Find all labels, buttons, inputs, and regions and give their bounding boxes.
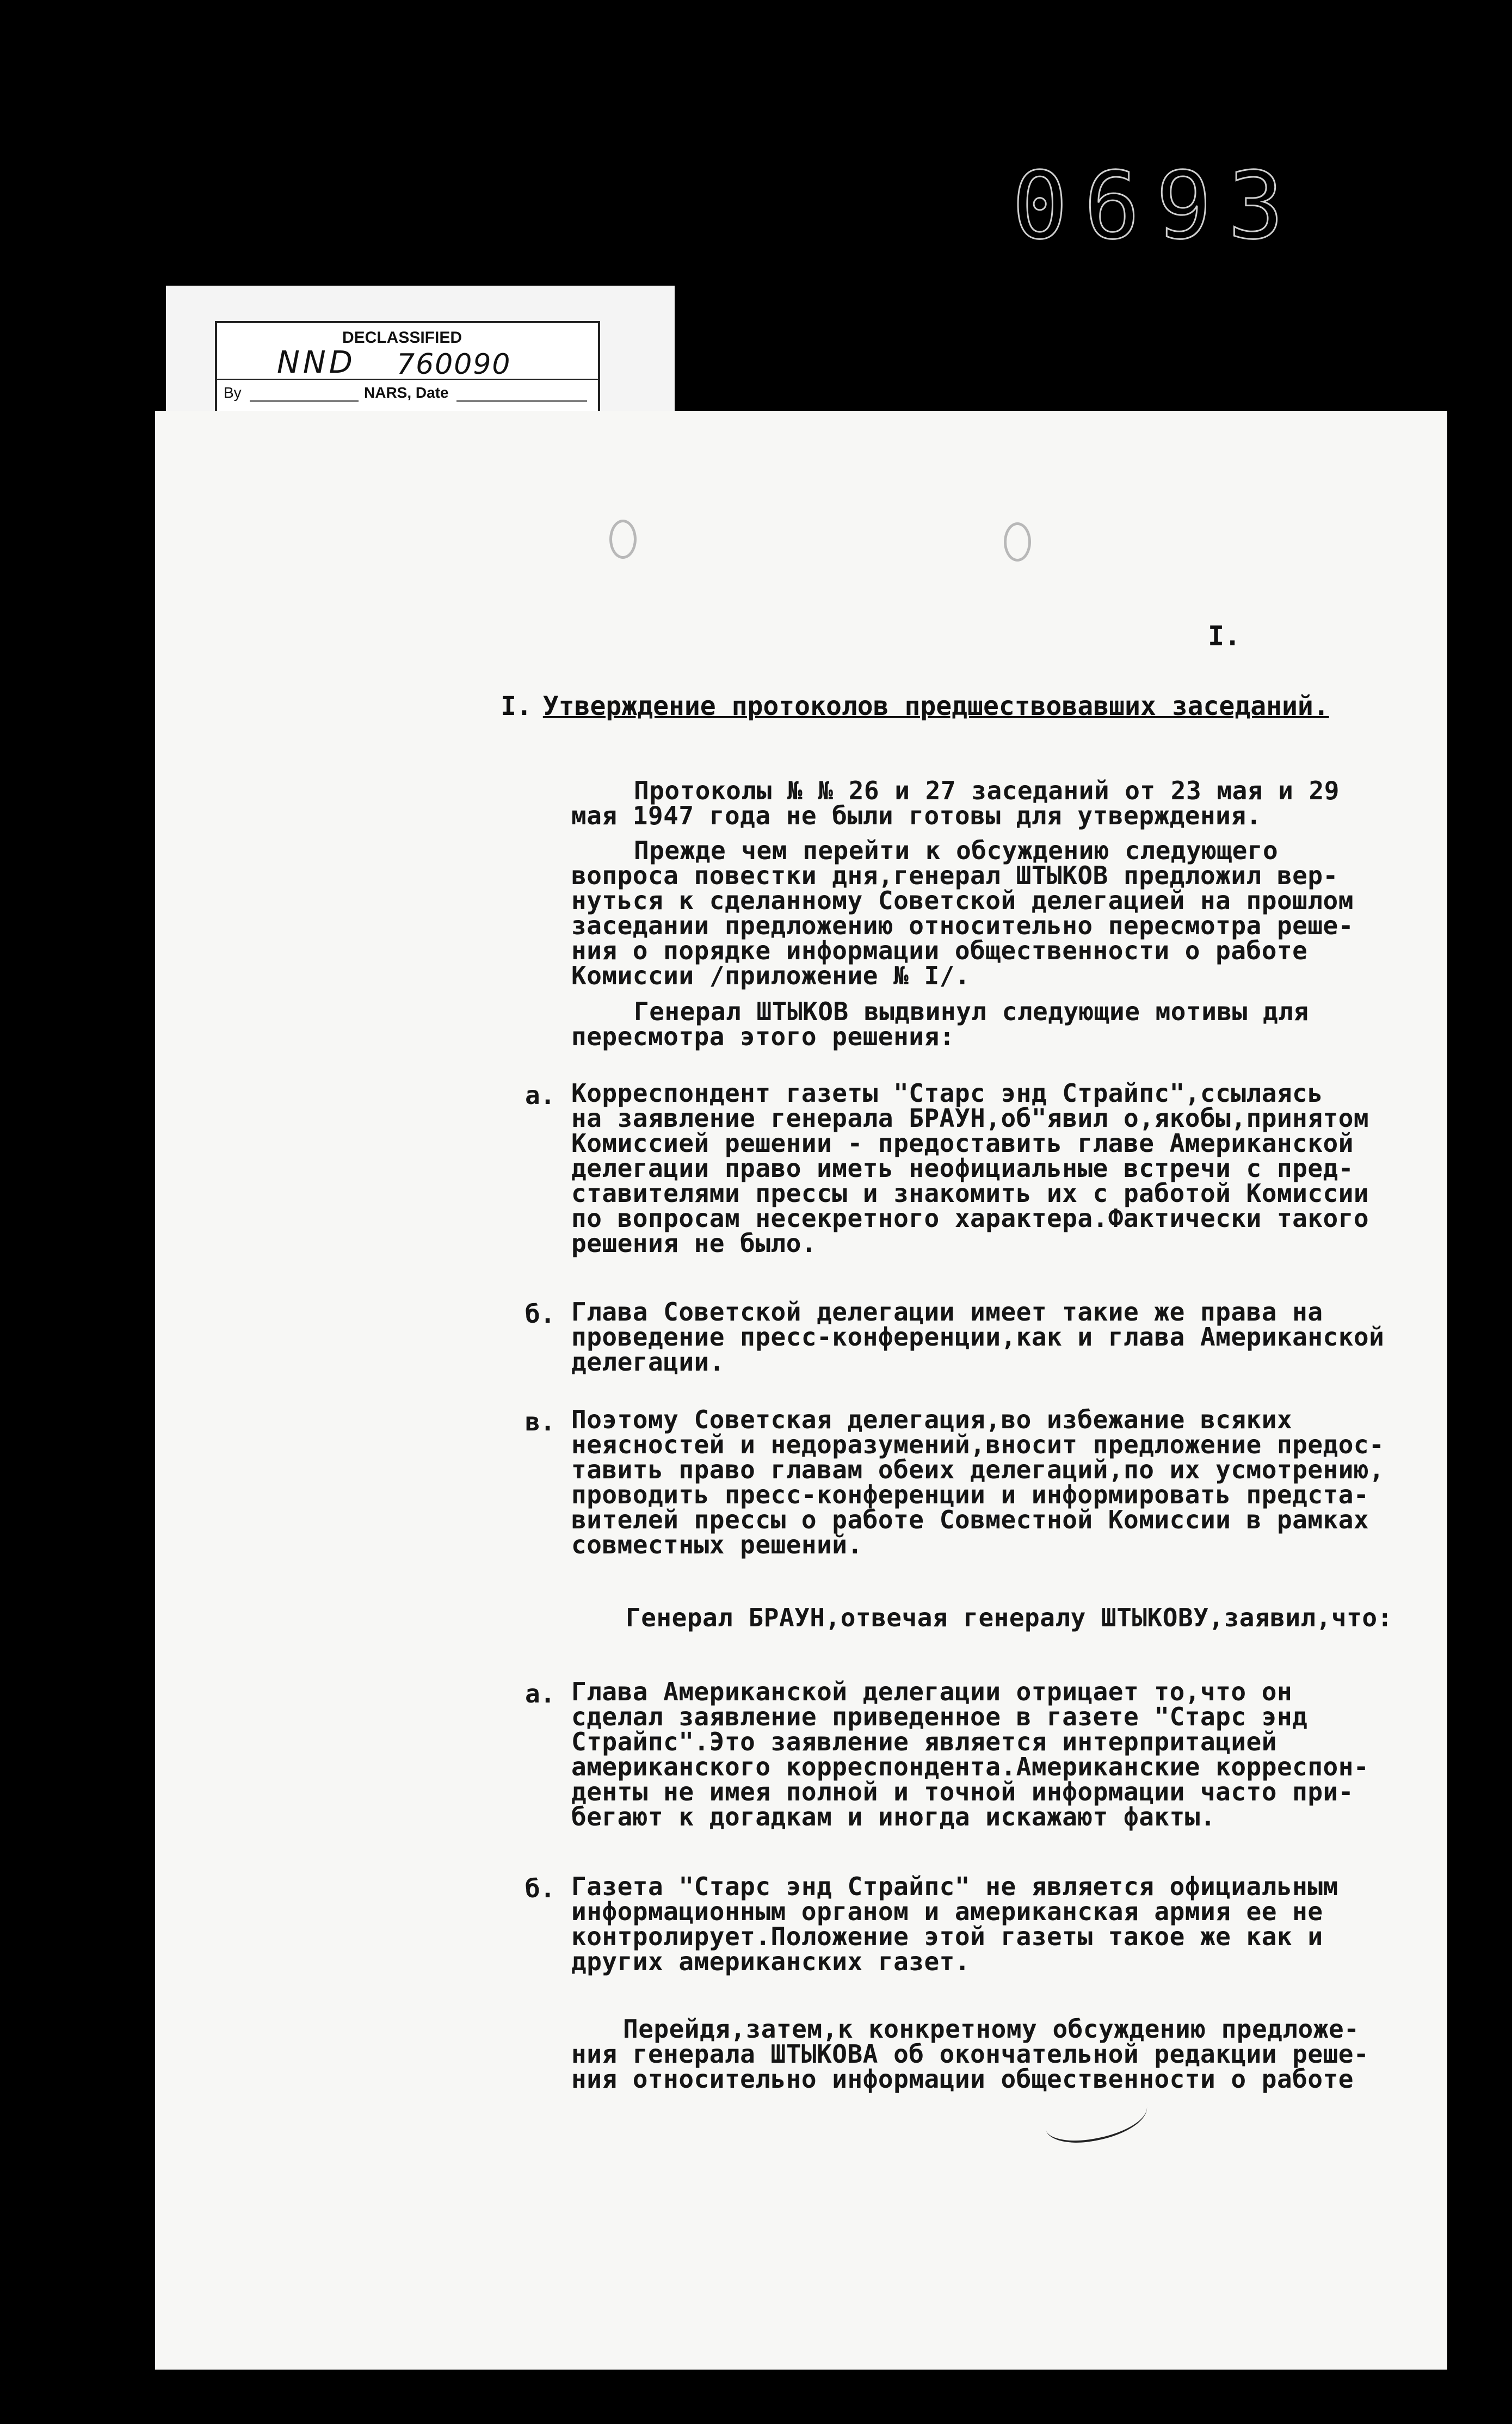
stamp-by-line: [250, 400, 359, 402]
heading-text: Утверждение протоколов предшествовавших заседаний.: [542, 691, 1329, 721]
paragraph-line: Комиссией решении - предоставить главе Американской: [571, 1128, 1354, 1158]
stamp-title: DECLASSIFIED: [342, 329, 462, 347]
paragraph-line: Прежде чем перейти к обсуждению следующего: [634, 836, 1279, 865]
paragraph-line: совместных решений.: [571, 1530, 863, 1559]
paragraph-line: делегации право иметь неофициальные встречи с пред-: [571, 1154, 1354, 1183]
paragraph-line: Глава Американской делегации отрицает то,что он: [571, 1677, 1293, 1706]
paragraph-line: информационным органом и американская армия ее не: [571, 1897, 1323, 1926]
paragraph-line: заседании предложению относительно пересмотра реше-: [571, 911, 1354, 940]
paragraph-line: Корреспондент газеты "Старс энд Страйпс",ссылаясь: [571, 1078, 1323, 1108]
paragraph-line: Перейдя,затем,к конкретному обсуждению предложе-: [623, 2014, 1360, 2044]
paragraph-line: тавить право главам обеих делегаций,по их усмотрению,: [571, 1455, 1385, 1484]
declassification-card: [166, 286, 675, 424]
paragraph-line: ния о порядке информации общественности о работе: [571, 936, 1308, 965]
paragraph-line: мая 1947 года не были готовы для утверждения.: [571, 801, 1262, 830]
paragraph-line: нуться к сделанному Советской делегацией на прошлом: [571, 886, 1354, 915]
item-letter: б.: [525, 1299, 556, 1329]
item-letter: в.: [525, 1407, 556, 1436]
paragraph-line: сделал заявление приведенное в газете "Старс энд: [571, 1702, 1308, 1731]
paragraph-line: американского корреспондента.Американские корреспон-: [571, 1752, 1369, 1781]
paragraph-line: денты не имея полной и точной информации часто при-: [571, 1777, 1354, 1806]
paragraph-line: Комиссии /приложение № I/.: [571, 961, 971, 990]
paragraph-line: на заявление генерала БРАУН,об"явил о,якобы,принятом: [571, 1103, 1369, 1133]
paragraph-line: Генерал БРАУН,отвечая генералу ШТЫКОВУ,заявил,что:: [626, 1603, 1393, 1632]
paragraph-line: Страйпс".Это заявление является интерпритацией: [571, 1727, 1277, 1756]
frame-number: 0693: [1012, 152, 1300, 260]
paragraph-line: Глава Советской делегации имеет такие же права на: [571, 1297, 1323, 1327]
section-heading: [501, 691, 1329, 721]
stamp-nars-label: NARS, Date: [364, 384, 449, 401]
paragraph-line: вителей прессы о работе Совместной Комиссии в рамках: [571, 1505, 1369, 1534]
stamp-divider: [217, 379, 598, 380]
paragraph-line: Протоколы № № 26 и 27 заседаний от 23 мая и 29: [634, 776, 1340, 805]
paragraph-line: проводить пресс-конференции и информировать предста-: [571, 1480, 1369, 1509]
stamp-nars-line: [456, 400, 587, 402]
paragraph-line: решения не было.: [571, 1229, 817, 1258]
paragraph-line: пересмотра этого решения:: [571, 1022, 955, 1051]
paragraph-line: контролирует.Положение этой газеты такое же как и: [571, 1922, 1323, 1951]
stamp-by-label: By: [224, 384, 242, 401]
stamp-authority-label: NND: [277, 345, 356, 380]
item-letter: б.: [525, 1874, 556, 1903]
punch-hole-right: [1004, 522, 1031, 562]
declassification-stamp: [215, 321, 600, 415]
paragraph-line: вопроса повестки дня,генерал ШТЫКОВ предложил вер-: [571, 861, 1338, 890]
paragraph-line: других американских газет.: [571, 1947, 971, 1976]
paragraph-line: по вопросам несекретного характера.Фактически такого: [571, 1204, 1369, 1233]
paragraph-line: ния относительно информации общественности о работе: [571, 2064, 1354, 2094]
paragraph-line: ставителями прессы и знакомить их с работой Комиссии: [571, 1179, 1369, 1208]
paragraph-line: ния генерала ШТЫКОВА об окончательной редакции реше-: [571, 2039, 1369, 2069]
paragraph-line: неясностей и недоразумений,вносит предложение предос-: [571, 1430, 1385, 1459]
paragraph-line: бегают к догадкам и иногда искажают факты.: [571, 1802, 1216, 1831]
paragraph-line: делегации.: [571, 1347, 725, 1377]
heading-number: I.: [501, 691, 532, 721]
paragraph-line: Поэтому Советская делегация,во избежание всяких: [571, 1405, 1293, 1434]
paragraph-line: проведение пресс-конференции,как и глава Американской: [571, 1322, 1385, 1352]
paragraph-line: Газета "Старс энд Страйпс" не является официальным: [571, 1872, 1338, 1901]
item-letter: а.: [525, 1081, 556, 1110]
punch-hole-left: [609, 520, 637, 559]
page-number: I.: [1208, 620, 1241, 652]
stamp-authority-number: 760090: [397, 348, 511, 381]
paragraph-line: Генерал ШТЫКОВ выдвинул следующие мотивы для: [634, 997, 1309, 1026]
item-letter: а.: [525, 1679, 556, 1708]
